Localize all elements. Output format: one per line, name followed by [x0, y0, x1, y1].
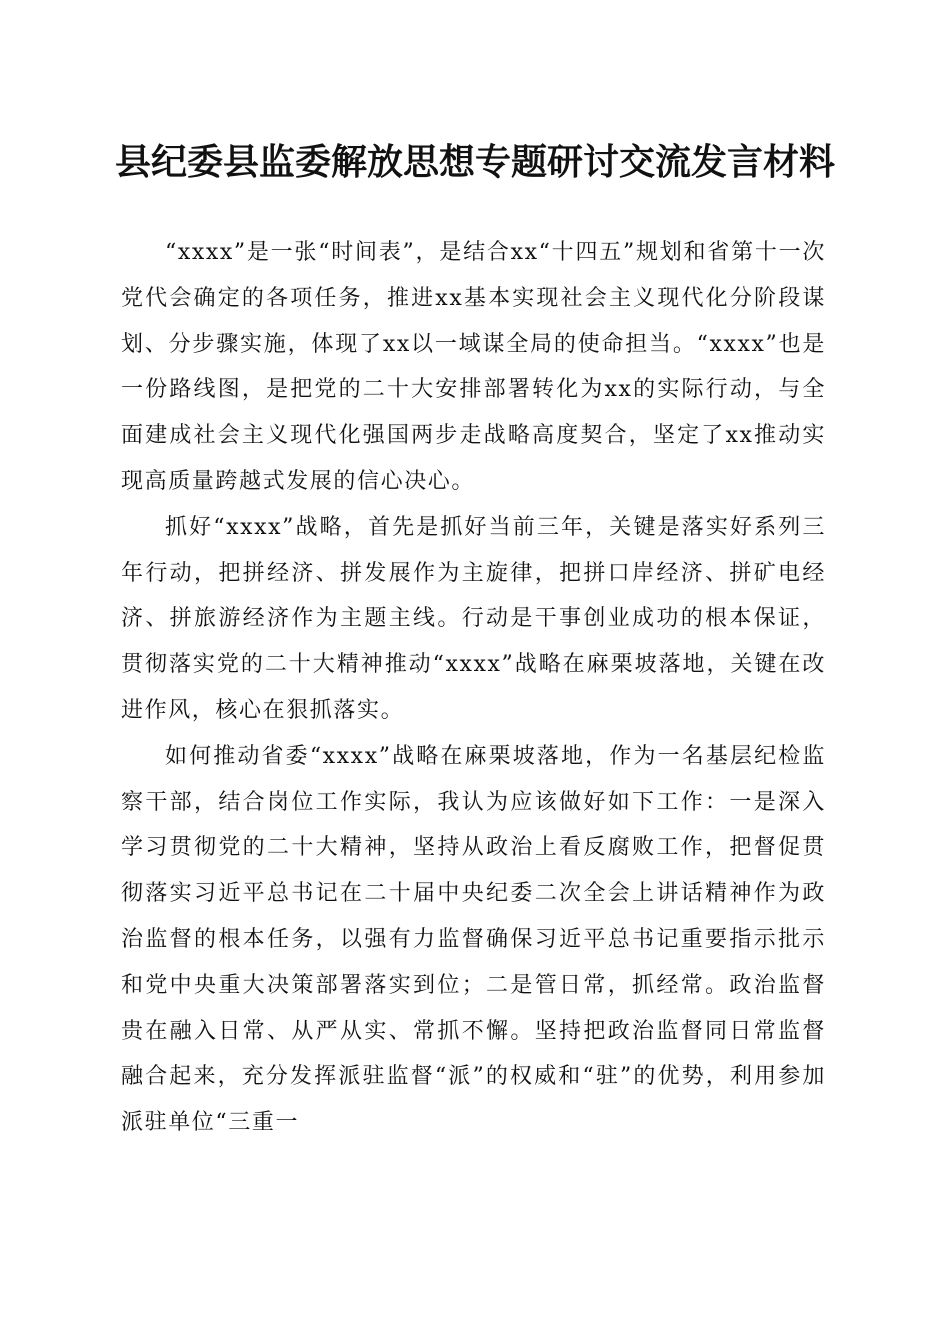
- paragraph-1: “xxxx”是一张“时间表”，是结合xx“十四五”规划和省第十一次党代会确定的各项任务，推进xx基本实现社会主义现代化分阶段谋划、分步骤实施，体现了xx以一域谋全局的使命担当。“xxxx”也是一份路线图，是把党的二十大安排部署转化为xx的实际行动，与全面建成社会主义现代化强国两步走战略高度契合，坚定了xx推动实现高质量跨越式发展的信心决心。: [121, 240, 826, 494]
- paragraph-2: 抓好“xxxx”战略，首先是抓好当前三年，关键是落实好系列三年行动，把拼经济、拼发展作为主旋律，把拼口岸经济、拼矿电经济、拼旅游经济作为主题主线。行动是干事创业成功的根本保证，贯彻落实党的二十大精神推动“xxxx”战略在麻栗坡落地，关键在改进作风，核心在狠抓落实。: [121, 514, 826, 723]
- paragraph-3: 如何推动省委“xxxx”战略在麻栗坡落地，作为一名基层纪检监察干部，结合岗位工作实际，我认为应该做好如下工作：一是深入学习贯彻党的二十大精神，坚持从政治上看反腐败工作，把督促贯彻落实习近平总书记在二十届中央纪委二次全会上讲话精神作为政治监督的根本任务，以强有力监督确保习近平总书记重要指示批示和党中央重大决策部署落实到位；二是管日常，抓经常。政治监督贵在融入日常、从严从实、常抓不懈。坚持把政治监督同日常监督融合起来，充分发挥派驻监督“派”的权威和“驻”的优势，利用参加派驻单位“三重一: [121, 743, 826, 1136]
- document-title: 县纪委县监委解放思想专题研讨交流发言材料: [114, 141, 835, 183]
- document-body: [121, 230, 826, 1146]
